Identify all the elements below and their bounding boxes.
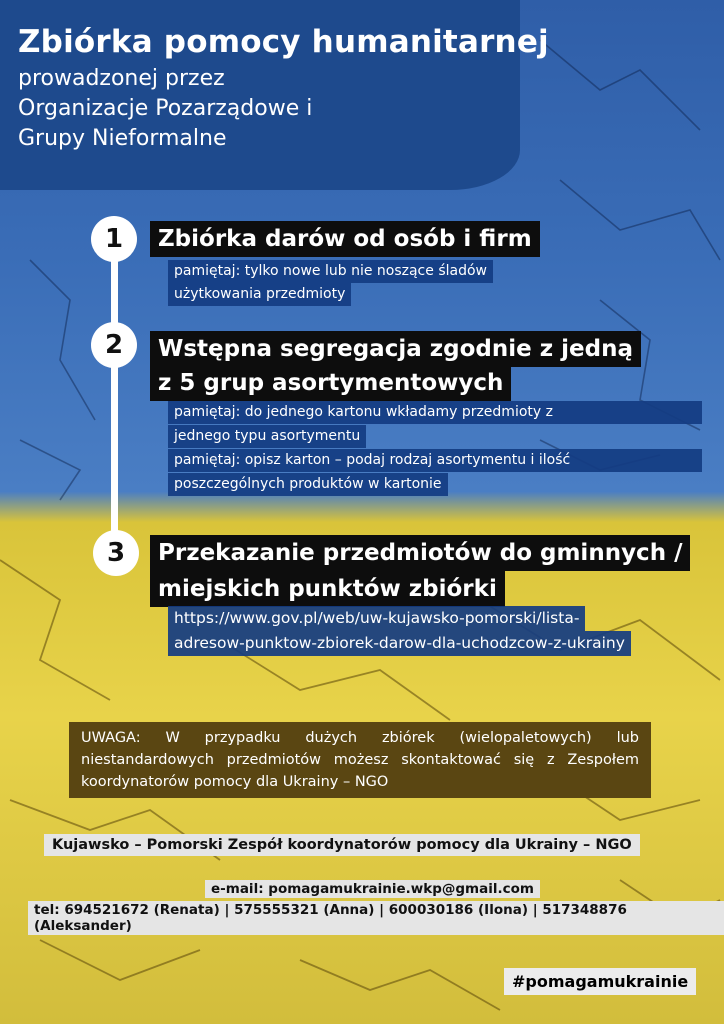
uwaga-notice: UWAGA: W przypadku dużych zbiórek (wielopaletowych) lub niestandardowych przedmiotów możesz skontaktować się z Zespołem koordynatorów pomocy dla Ukrainy – NGO bbox=[69, 722, 651, 798]
step-1-note-line-2: użytkowania przedmioty bbox=[168, 283, 351, 306]
step-3-link-line-2[interactable]: adresow-punktow-zbiorek-darow-dla-uchodzcow-z-ukrainy bbox=[168, 631, 631, 656]
phone-contacts: tel: 694521672 (Renata) | 575555321 (Anna) | 600030186 (Ilona) | 517348876 (Aleksander) bbox=[28, 901, 724, 935]
title-main: Zbiórka pomocy humanitarnej bbox=[18, 24, 549, 60]
step-3-link-line-1[interactable]: https://www.gov.pl/web/uw-kujawsko-pomorski/lista- bbox=[168, 606, 585, 631]
step-2-note-line-1: pamiętaj: do jednego kartonu wkładamy przedmioty z bbox=[168, 401, 702, 424]
title-line-4: Grupy Nieformalne bbox=[18, 126, 227, 151]
step-2-note-line-4: poszczególnych produktów w kartonie bbox=[168, 473, 448, 496]
step-2-heading-line-2: z 5 grup asortymentowych bbox=[150, 365, 511, 401]
step-2-note-line-2: jednego typu asortymentu bbox=[168, 425, 366, 448]
step-2-number: 2 bbox=[91, 322, 137, 368]
step-1-number: 1 bbox=[91, 216, 137, 262]
step-2-heading-line-1: Wstępna segregacja zgodnie z jedną bbox=[150, 331, 641, 367]
step-3-number: 3 bbox=[93, 530, 139, 576]
step-3-heading-line-2: miejskich punktów zbiórki bbox=[150, 571, 505, 607]
timeline-line bbox=[111, 240, 118, 560]
title-line-2: prowadzonej przez bbox=[18, 66, 225, 91]
title-line-3: Organizacje Pozarządowe i bbox=[18, 96, 313, 121]
step-3-heading-line-1: Przekazanie przedmiotów do gminnych / bbox=[150, 535, 690, 571]
step-2-note-line-3: pamiętaj: opisz karton – podaj rodzaj asortymentu i ilość bbox=[168, 449, 702, 472]
hashtag-label: #pomagamukrainie bbox=[504, 968, 696, 995]
step-1-note-line-1: pamiętaj: tylko nowe lub nie noszące śladów bbox=[168, 260, 493, 283]
email-contact[interactable]: e-mail: pomagamukrainie.wkp@gmail.com bbox=[205, 880, 540, 898]
coordinators-label: Kujawsko – Pomorski Zespół koordynatorów pomocy dla Ukrainy – NGO bbox=[44, 834, 640, 856]
poster-title bbox=[18, 24, 549, 154]
step-1-heading: Zbiórka darów od osób i firm bbox=[150, 221, 540, 257]
